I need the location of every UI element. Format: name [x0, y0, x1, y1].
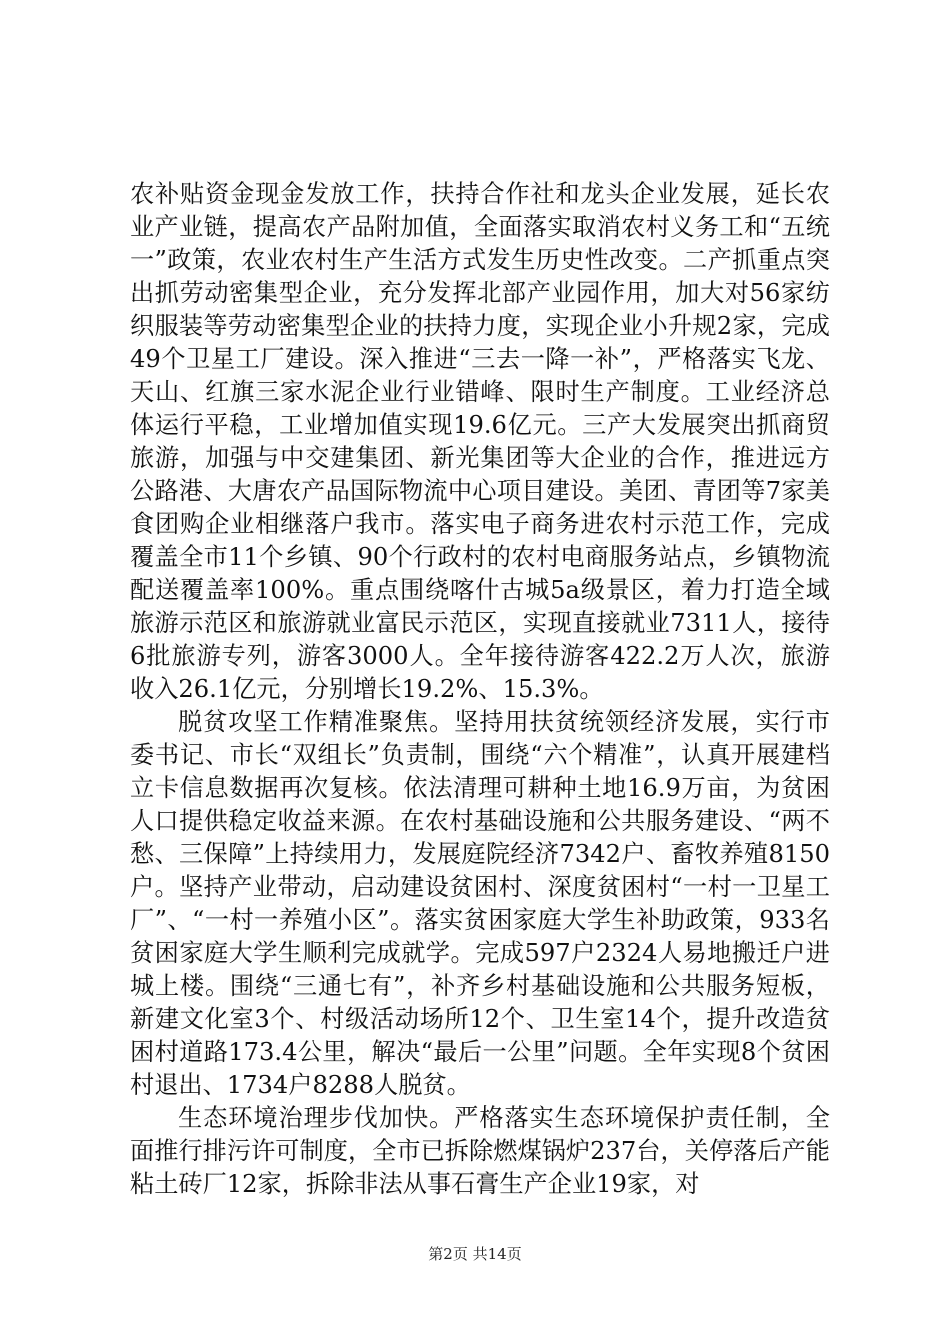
paragraph-ecological-governance: 生态环境治理步伐加快。严格落实生态环境保护责任制，全面推行排污许可制度，全市已拆除燃煤锅炉237台，关停落后产能粘土砖厂12家，拆除非法从事石膏生产企业19家，对 [130, 1104, 830, 1198]
paragraph-poverty-alleviation: 脱贫攻坚工作精准聚焦。坚持用扶贫统领经济发展，实行市委书记、市长“双组长”负责制，围绕“六个精准”，认真开展建档立卡信息数据再次复核。依法清理可耕种土地16.9万亩，为贫困人口提供稳定收益来源。在农村基础设施和公共服务建设、“两不愁、三保障”上持续用力，发展庭院经济7342户、畜牧养殖8150户。坚持产业带动，启动建设贫困村、深度贫困村“一村一卫星工厂”、“一村一养殖小区”。落实贫困家庭大学生补助政策，933名贫困家庭大学生顺利完成就学。完成597户2324人易地搬迁户进城上楼。围绕“三通七有”，补齐乡村基础设施和公共服务短板，新建文化室3个、村级活动场所12个、卫生室14个，提升改造贫困村道路173.4公里，解决“最后一公里”问题。全年实现8个贫困村退出、1734户8288人脱贫。 [130, 708, 830, 1099]
paragraph-agriculture-industry: 农补贴资金现金发放工作，扶持合作社和龙头企业发展，延长农业产业链，提高农产品附加值，全面落实取消农村义务工和“五统一”政策，农业农村生产生活方式发生历史性改变。二产抓重点突出抓劳动密集型企业，充分发挥北部产业园作用，加大对56家纺织服装等劳动密集型企业的扶持力度，实现企业小升规2家，完成49个卫星工厂建设。深入推进“三去一降一补”，严格落实飞龙、天山、红旗三家水泥企业行业错峰、限时生产制度。工业经济总体运行平稳，工业增加值实现19.6亿元。三产大发展突出抓商贸旅游，加强与中交建集团、新光集团等大企业的合作，推进远方公路港、大唐农产品国际物流中心项目建设。美团、青团等7家美食团购企业相继落户我市。落实电子商务进农村示范工作，完成覆盖全市11个乡镇、90个行政村的农村电商服务站点，乡镇物流配送覆盖率100%。重点围绕喀什古城5a级景区，着力打造全域旅游示范区和旅游就业富民示范区，实现直接就业7311人，接待6批旅游专列，游客3000人。全年接待游客422.2万人次，旅游收入26.1亿元，分别增长19.2%、15.3%。 [130, 180, 830, 703]
page-number-footer: 第2页 共14页 [428, 1245, 522, 1263]
document-body [130, 178, 830, 1201]
